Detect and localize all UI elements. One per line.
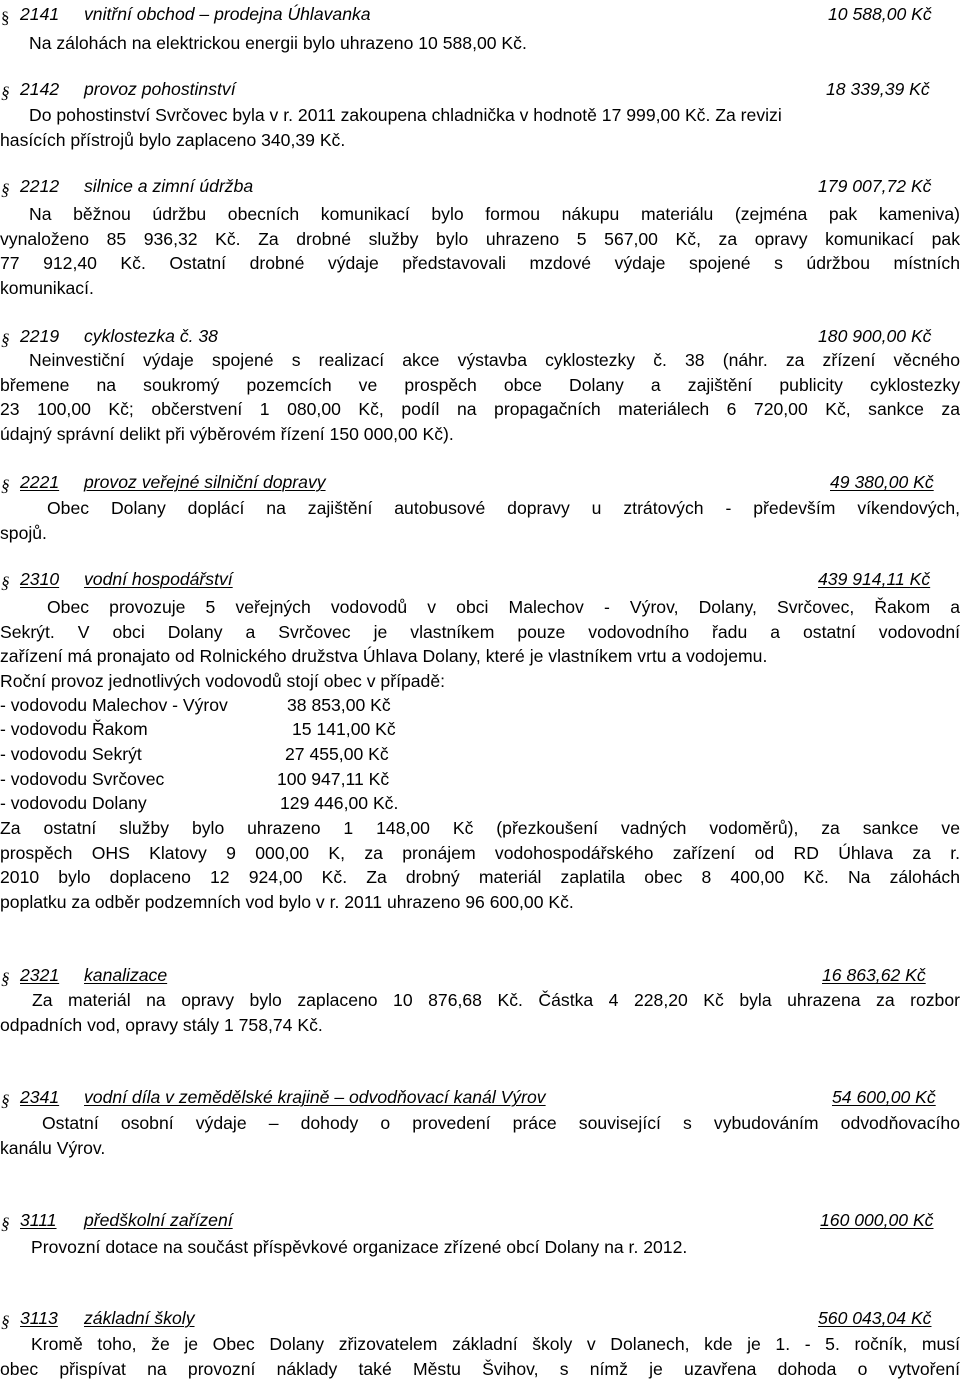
section-heading-2341 <box>0 1087 960 1113</box>
paragraph-line: Na běžnou údržbu obecních komunikací bylo formou nákupu materiálu (zejména pak kameniva) <box>29 204 960 224</box>
section-amount: 10 588,00 Kč <box>828 4 932 24</box>
section-heading-2221 <box>0 472 960 498</box>
paragraph-line: Obec Dolany doplácí na zajištění autobusové dopravy u ztrátových - především víkendových, <box>47 498 960 518</box>
section-code: 2310 <box>20 569 60 589</box>
paragraph-line: hasících přístrojů bylo zaplaceno 340,39 Kč. <box>0 129 346 150</box>
paragraph-line: 77 912,40 Kč. Ostatní drobné výdaje představovali mzdové výdaje spojené s údržbou místních <box>0 253 960 274</box>
section-text-2141 <box>0 31 960 56</box>
svg-text:§: § <box>1 1312 10 1331</box>
svg-text:§: § <box>1 180 10 199</box>
section-text-2310 <box>0 595 960 693</box>
paragraph-line: obec přispívat na provozní náklady také Městu Švihov, s nímž je uzavřena dohoda o vytvoření <box>0 1358 960 1379</box>
section-sign-icon <box>0 6 14 28</box>
list-item <box>0 693 391 718</box>
section-title: základní školy <box>84 1308 195 1328</box>
section-amount: 180 900,00 Kč <box>818 326 932 346</box>
paragraph-line: vynaloženo 85 936,32 Kč. Za drobné služby bylo uhrazeno 5 567,00 Kč, za opravy komunikací pak <box>0 228 960 249</box>
section-sign-icon <box>0 81 14 103</box>
list-item <box>0 767 390 792</box>
section-sign-icon <box>0 1212 14 1234</box>
section-amount: 160 000,00 Kč <box>820 1210 934 1230</box>
section-text-2212 <box>0 202 960 300</box>
section-code: 2219 <box>20 326 60 346</box>
section-title: provoz pohostinství <box>84 79 236 99</box>
section-title: vnitřní obchod – prodejna Úhlavanka <box>84 4 371 24</box>
paragraph-line: Neinvestiční výdaje spojené s realizací akce výstavba cyklostezky č. 38 (náhr. za zřízení věcného <box>29 350 960 370</box>
paragraph-line: spojů. <box>0 522 47 543</box>
svg-text:§: § <box>1 573 10 592</box>
section-sign-icon <box>0 571 14 593</box>
row-value: 129 446,00 Kč. <box>280 793 399 813</box>
list-item <box>0 742 389 767</box>
section-heading-3113 <box>0 1308 960 1334</box>
list-item <box>0 791 399 816</box>
row-value: 38 853,00 Kč <box>287 695 391 715</box>
paragraph-line: Kromě toho, že je Obec Dolany zřizovatelem základní školy v Dolanech, kde je 1. - 5. ročník, musí <box>31 1334 960 1354</box>
section-amount: 179 007,72 Kč <box>818 176 932 196</box>
section-code: 2341 <box>20 1087 60 1107</box>
svg-text:§: § <box>1 1214 10 1233</box>
paragraph-line: komunikací. <box>0 277 94 298</box>
paragraph-line: Za materiál na opravy bylo zaplaceno 10 876,68 Kč. Částka 4 228,20 Kč byla uhrazena za rozbor <box>32 990 960 1010</box>
section-amount: 560 043,04 Kč <box>818 1308 932 1328</box>
svg-text:§: § <box>1 83 10 102</box>
section-code: 2212 <box>20 176 60 196</box>
paragraph-line: 23 100,00 Kč; občerstvení 1 080,00 Kč, podíl na propagačních materiálech 6 720,00 Kč, sankce za <box>0 399 960 420</box>
paragraph-line: břemene na soukromý pozemcích ve prospěch obce Dolany a zajištění publicity cyklostezky <box>0 374 960 395</box>
section-sign-icon <box>0 1310 14 1332</box>
paragraph-line: Roční provoz jednotlivých vodovodů stojí obec v případě: <box>0 670 445 691</box>
section-heading-2141 <box>0 4 960 30</box>
section-code: 3113 <box>20 1308 58 1328</box>
paragraph-line: Sekrýt. V obci Dolany a Svrčovec je vlastníkem pouze vodovodního řadu a ostatní vodovodní <box>0 621 960 642</box>
section-text-2310-continued <box>0 816 960 914</box>
section-amount: 49 380,00 Kč <box>830 472 934 492</box>
row-label: - vodovodu Řakom <box>0 719 148 739</box>
section-text-2321 <box>0 988 960 1037</box>
section-amount: 18 339,39 Kč <box>826 79 930 99</box>
svg-text:§: § <box>1 969 10 988</box>
section-code: 2141 <box>20 4 60 24</box>
section-amount: 54 600,00 Kč <box>832 1087 936 1107</box>
section-text-2341 <box>0 1111 960 1160</box>
section-title: předškolní zařízení <box>84 1210 233 1230</box>
section-sign-icon <box>0 1089 14 1111</box>
section-heading-3111 <box>0 1210 960 1236</box>
paragraph-line: Obec provozuje 5 veřejných vodovodů v obci Malechov - Výrov, Dolany, Svrčovec, Řakom a <box>47 597 960 617</box>
row-label: - vodovodu Malechov - Výrov <box>0 695 228 715</box>
paragraph-line: 2010 bylo doplaceno 12 924,00 Kč. Za drobný materiál zaplatila obec 8 400,00 Kč. Na zálohách <box>0 867 960 888</box>
row-label: - vodovodu Svrčovec <box>0 769 165 789</box>
svg-text:§: § <box>1 330 10 349</box>
section-code: 3111 <box>20 1210 57 1230</box>
paragraph-line: údajný správní delikt při výběrovém řízení 150 000,00 Kč). <box>0 423 454 444</box>
paragraph-line: odpadních vod, opravy stály 1 758,74 Kč. <box>0 1014 323 1035</box>
section-sign-icon <box>0 328 14 350</box>
paragraph-line: Do pohostinství Svrčovec byla v r. 2011 zakoupena chladnička v hodnotě 17 999,00 Kč. Za revizi <box>29 105 782 125</box>
section-text-3111 <box>0 1235 960 1260</box>
section-sign-icon <box>0 474 14 496</box>
section-title: cyklostezka č. 38 <box>84 326 218 346</box>
row-label: - vodovodu Dolany <box>0 793 147 813</box>
svg-text:§: § <box>1 1091 10 1110</box>
row-value: 100 947,11 Kč <box>277 769 390 789</box>
row-value: 15 141,00 Kč <box>292 719 396 739</box>
section-text-2142 <box>0 103 960 152</box>
section-sign-icon <box>0 178 14 200</box>
paragraph-line: kanálu Výrov. <box>0 1137 106 1158</box>
paragraph-line: Provozní dotace na součást příspěvkové organizace zřízené obcí Dolany na r. 2012. <box>31 1237 688 1257</box>
paragraph-line: Ostatní osobní výdaje – dohody o provedení práce související s vybudováním odvodňovacího <box>42 1113 960 1133</box>
row-value: 27 455,00 Kč <box>285 744 389 764</box>
section-heading-2310 <box>0 569 960 595</box>
paragraph-line: prospěch OHS Klatovy 9 000,00 K, za pronájem vodohospodářského zařízení od RD Úhlava za r. <box>0 842 960 863</box>
section-title: vodní díla v zemědělské krajině – odvodňovací kanál Výrov <box>84 1087 546 1107</box>
section-text-2221 <box>0 496 960 545</box>
section-code: 2221 <box>20 472 60 492</box>
section-amount: 16 863,62 Kč <box>822 965 926 985</box>
section-title: silnice a zimní údržba <box>84 176 254 196</box>
paragraph-line: Na zálohách na elektrickou energii bylo uhrazeno 10 588,00 Kč. <box>29 33 527 53</box>
section-sign-icon <box>0 967 14 989</box>
paragraph-line: poplatku za odběr podzemních vod bylo v r. 2011 uhrazeno 96 600,00 Kč. <box>0 891 574 912</box>
row-label: - vodovodu Sekrýt <box>0 744 142 764</box>
section-code: 2142 <box>20 79 60 99</box>
section-amount: 439 914,11 Kč <box>818 569 931 589</box>
paragraph-line: zařízení má pronajato od Rolnického družstva Úhlava Dolany, které je vlastníkem vrtu a vodojemu. <box>0 646 768 667</box>
section-title: provoz veřejné silniční dopravy <box>84 472 326 492</box>
paragraph-line: Za ostatní služby bylo uhrazeno 1 148,00 Kč (přezkoušení vadných vodoměrů), za sankce ve <box>0 818 960 838</box>
section-text-3113 <box>0 1332 960 1381</box>
section-title: kanalizace <box>84 965 168 985</box>
svg-text:§: § <box>1 8 10 27</box>
section-code: 2321 <box>20 965 60 985</box>
section-heading-2212 <box>0 176 960 202</box>
section-heading-2142 <box>0 79 960 105</box>
section-title: vodní hospodářství <box>84 569 233 589</box>
list-item <box>0 717 396 742</box>
svg-text:§: § <box>1 476 10 495</box>
section-text-2219 <box>0 348 960 446</box>
